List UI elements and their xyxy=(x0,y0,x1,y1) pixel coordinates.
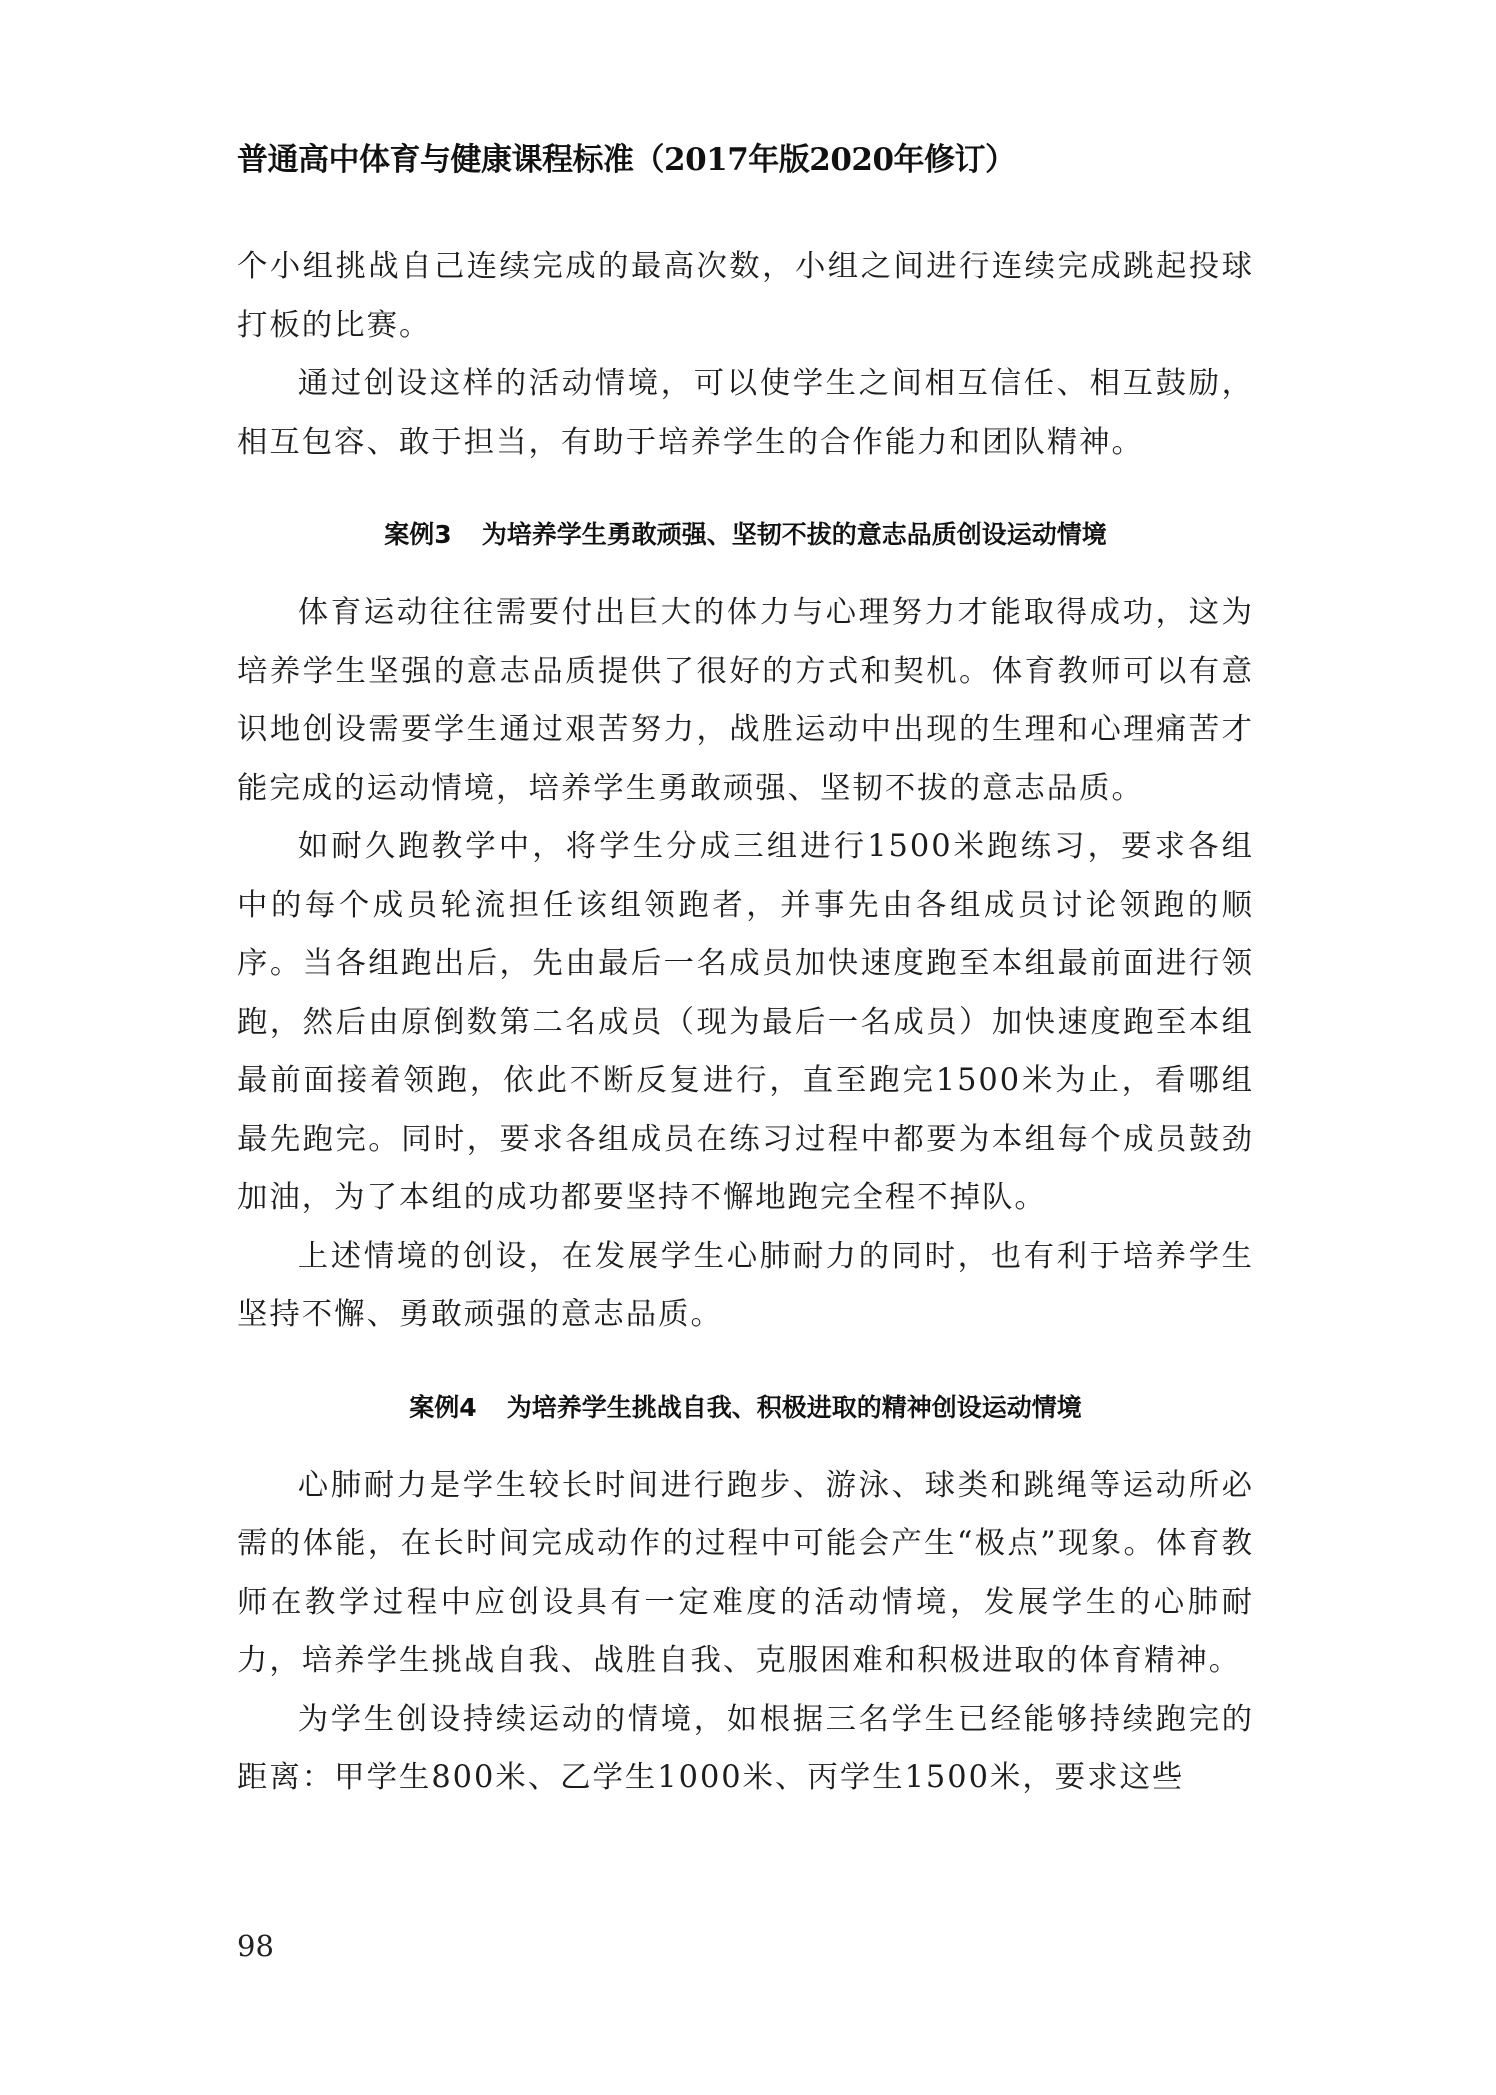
paragraph: 心肺耐力是学生较长时间进行跑步、游泳、球类和跳绳等运动所必需的体能，在长时间完成动作的过程中可能会产生“极点”现象。体育教师在教学过程中应创设具有一定难度的活动情境，发展学生的心肺耐力，培养学生挑战自我、战胜自我、克服困难和积极进取的体育精神。 xyxy=(237,1467,1254,1678)
case-title: 为培养学生挑战自我、积极进取的精神创设运动情境 xyxy=(506,1392,1082,1422)
paragraph: 通过创设这样的活动情境，可以使学生之间相互信任、相互鼓励，相互包容、敢于担当，有助于培养学生的合作能力和团队精神。 xyxy=(237,366,1254,460)
paragraph: 如耐久跑教学中，将学生分成三组进行1500米跑练习，要求各组中的每个成员轮流担任该组领跑者，并事先由各组成员讨论领跑的顺序。当各组跑出后，先由最后一名成员加快速度跑至本组最前面进行领跑，然后由原倒数第二名成员（现为最后一名成员）加快速度跑至本组最前面接着领跑，依此不断反复进行，直至跑完1500米为止，看哪组最先跑完。同时，要求各组成员在练习过程中都要为本组每个成员鼓劲加油，为了本组的成功都要坚持不懈地跑完全程不掉队。 xyxy=(237,829,1254,1215)
paragraph: 体育运动往往需要付出巨大的体力与心理努力才能取得成功，这为培养学生坚强的意志品质提供了很好的方式和契机。体育教师可以有意识地创设需要学生通过艰苦努力，战胜运动中出现的生理和心理痛苦才能完成的运动情境，培养学生勇敢顽强、坚韧不拔的意志品质。 xyxy=(237,595,1254,806)
paragraph: 为学生创设持续运动的情境，如根据三名学生已经能够持续跑完的距离：甲学生800米、乙学生1000米、丙学生1500米，要求这些 xyxy=(237,1701,1254,1795)
running-header: 普通高中体育与健康课程标准（2017年版2020年修订） xyxy=(237,142,1016,178)
paragraph: 上述情境的创设，在发展学生心肺耐力的同时，也有利于培养学生坚持不懈、勇敢顽强的意志品质。 xyxy=(237,1238,1254,1332)
page-number: 98 xyxy=(237,1929,274,1963)
case-number: 案例4 xyxy=(409,1392,477,1422)
case-title: 为培养学生勇敢顽强、坚韧不拔的意志品质创设运动情境 xyxy=(481,520,1107,549)
case-number: 案例3 xyxy=(384,520,452,549)
case-3-heading xyxy=(237,515,1254,555)
case-4-heading xyxy=(237,1388,1254,1428)
paragraph-continued: 个小组挑战自己连续完成的最高次数，小组之间进行连续完成跳起投球打板的比赛。 xyxy=(237,249,1254,343)
page-body xyxy=(237,238,1254,1808)
